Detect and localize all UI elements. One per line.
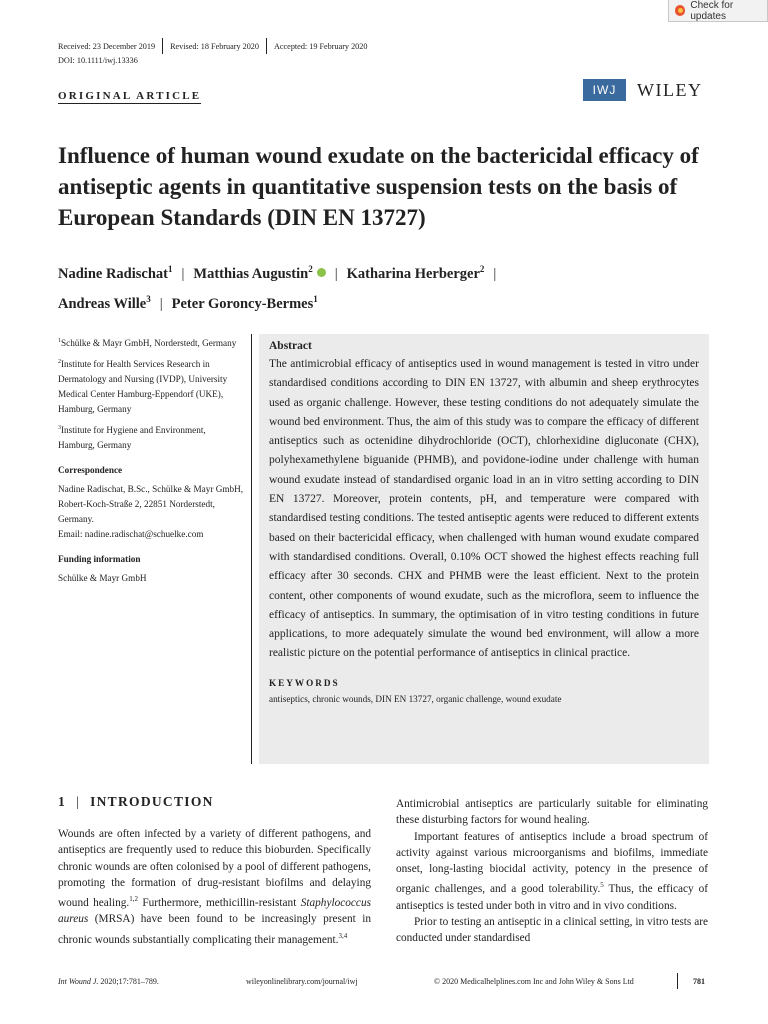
funding-text: Schülke & Mayr GmbH xyxy=(58,573,147,584)
page-number: 781 xyxy=(693,977,705,986)
correspondence-email[interactable]: Email: nadine.radischat@schuelke.com xyxy=(58,529,204,540)
affiliations-column xyxy=(58,334,243,590)
divider xyxy=(162,38,163,54)
section-bar: | xyxy=(76,794,81,809)
orcid-icon[interactable] xyxy=(317,268,326,277)
section-number: 1 xyxy=(58,794,67,809)
divider xyxy=(266,38,267,54)
check-for-updates-label: Check for updates xyxy=(690,0,734,22)
author-name[interactable]: Matthias Augustin$^2$ xyxy=(193,266,325,282)
received-date: Received: 23 December 2019 xyxy=(58,41,156,51)
footer-citation: Int Wound J. 2020;17:781–789. xyxy=(58,977,159,986)
crossmark-icon xyxy=(675,5,685,16)
footer-copyright: © 2020 Medicalhelplines.com Inc and John Wiley & Sons Ltd xyxy=(434,977,634,986)
author-list: Nadine Radischat$^1$ | Matthias Augustin$^2$ | Katharina Herberger$^2$ | Andreas Wille$^3$ | Peter Goroncy-Bermes$^1$ xyxy=(58,264,497,312)
abstract-box xyxy=(259,334,709,764)
check-for-updates-button[interactable] xyxy=(668,0,768,22)
correspondence-heading: Correspondence xyxy=(58,465,123,476)
paragraph: Prior to testing an antiseptic in a clinical setting, in vitro tests are conducted under standardised xyxy=(396,915,708,945)
author-name[interactable]: Peter Goroncy-Bermes$^1$ xyxy=(171,293,318,312)
keywords-text: antiseptics, chronic wounds, DIN EN 13727, organic challenge, wound exudate xyxy=(269,693,562,704)
citation-ref[interactable]: 3,4 xyxy=(338,931,348,940)
body-column-left xyxy=(58,826,371,948)
footer-divider xyxy=(677,973,678,989)
accepted-date: Accepted: 19 February 2020 xyxy=(274,41,368,51)
funding-heading: Funding information xyxy=(58,554,141,565)
citation-ref[interactable]: 5 xyxy=(600,881,604,890)
author-name[interactable]: Katharina Herberger$^2$ xyxy=(346,264,485,282)
affiliation: $^3$Institute for Hygiene and Environment, Hamburg, Germany xyxy=(58,425,206,451)
correspondence-text: Nadine Radischat, B.Sc., Schülke & Mayr GmbH, Robert-Koch-Straße 2, 22851 Norderstedt, Germany. xyxy=(58,484,243,525)
section-heading xyxy=(58,794,214,810)
footer-url[interactable]: wileyonlinelibrary.com/journal/iwj xyxy=(246,977,358,986)
paragraph: Antimicrobial antiseptics are particularly suitable for eliminating these disturbing factors for wound healing. xyxy=(396,798,708,827)
column-divider xyxy=(251,334,252,764)
citation-ref[interactable]: 1,2 xyxy=(129,895,138,904)
publisher-logo: WILEY xyxy=(637,80,703,100)
article-type: ORIGINAL ARTICLE xyxy=(58,90,202,102)
body-column-right xyxy=(396,796,708,946)
section-title: INTRODUCTION xyxy=(90,794,214,809)
affiliation: $^1$Schülke & Mayr GmbH, Norderstedt, Germany xyxy=(58,338,237,349)
author-name[interactable]: Nadine Radischat$^1$ xyxy=(58,264,173,282)
revised-date: Revised: 18 February 2020 xyxy=(170,41,259,51)
paragraph: Important features of antiseptics include a broad spectrum of activity against various microorganisms and biofilms, immediate onset, long-lasting biocidal activity, potency in the presence of organic challenges, and a good tolerability.$^5$ Thus, the efficacy of antiseptics is tested under both in vitro and in vivo conditions. xyxy=(396,830,708,912)
paragraph: Wounds are often infected by a variety of different pathogens, and antiseptics are frequently used to reduce this bioburden. Specifically chronic wounds are often colonised by a pool of different pathogens, promoting the formation of drug-resistant biofilms and delaying wound healing.$^{1,2}$ Furthermore, methicillin-resistant Staphylococcus aureus (MRSA) have been found to be increasingly present in chronic wounds substantially complicating their management.$^{3,4}$ xyxy=(58,828,371,946)
affiliation: $^2$Institute for Health Services Research in Dermatology and Nursing (IVDP), University Medical Center Hamburg-Eppendorf (UKE), Hamburg, Germany xyxy=(58,359,228,415)
journal-logo: IWJ xyxy=(583,79,626,101)
abstract-heading: Abstract xyxy=(269,340,312,352)
article-title: Influence of human wound exudate on the bactericidal efficacy of antiseptic agents in quantitative suspension tests on the basis of European Standards (DIN EN 13727) xyxy=(58,143,699,230)
doi[interactable]: DOI: 10.1111/iwj.13336 xyxy=(58,56,138,65)
keywords-heading: KEYWORDS xyxy=(269,677,340,688)
author-name[interactable]: Andreas Wille$^3$ xyxy=(58,293,151,312)
abstract-text: The antimicrobial efficacy of antiseptics used in wound management is tested in vitro under standardised conditions according to DIN EN 13727, with albumin and sheep erythrocytes used as organic challenge. However, these testing conditions do not adequately simulate the wound bed environment. Thus, the aim of this study was to compare the efficacy of different antiseptics such as octenidine dihydrochloride (OCT), chlorhexidine digluconate (CHX), polyhexamethylene biguanide (PHMB), and povidone-iodine under challenge with human wound exudate instead of standardised organic load in an in vitro setting according to DIN EN 13727. Moreover, protein contents, pH, and temperature were compared with standardised testing conditions. The tested antiseptic agents were reduced to different extents based on their bactericidal efficacy, when challenged with human wound exudate compared with standardised conditions. Overall, 0.10% OCT showed the highest effects reaching full efficacy after 30 seconds. CHX and PHMB were the least efficient. Next to the protein content, other components of wound exudate, such as the microflora, seem to influence the efficacy of antiseptics. In summary, the optimisation of in vitro testing conditions in future applications, to more adequately simulate the wound bed environment, will allow a more realistic picture on the potential performance of antiseptics in clinical practice. xyxy=(269,358,699,660)
article-dates xyxy=(58,38,367,54)
